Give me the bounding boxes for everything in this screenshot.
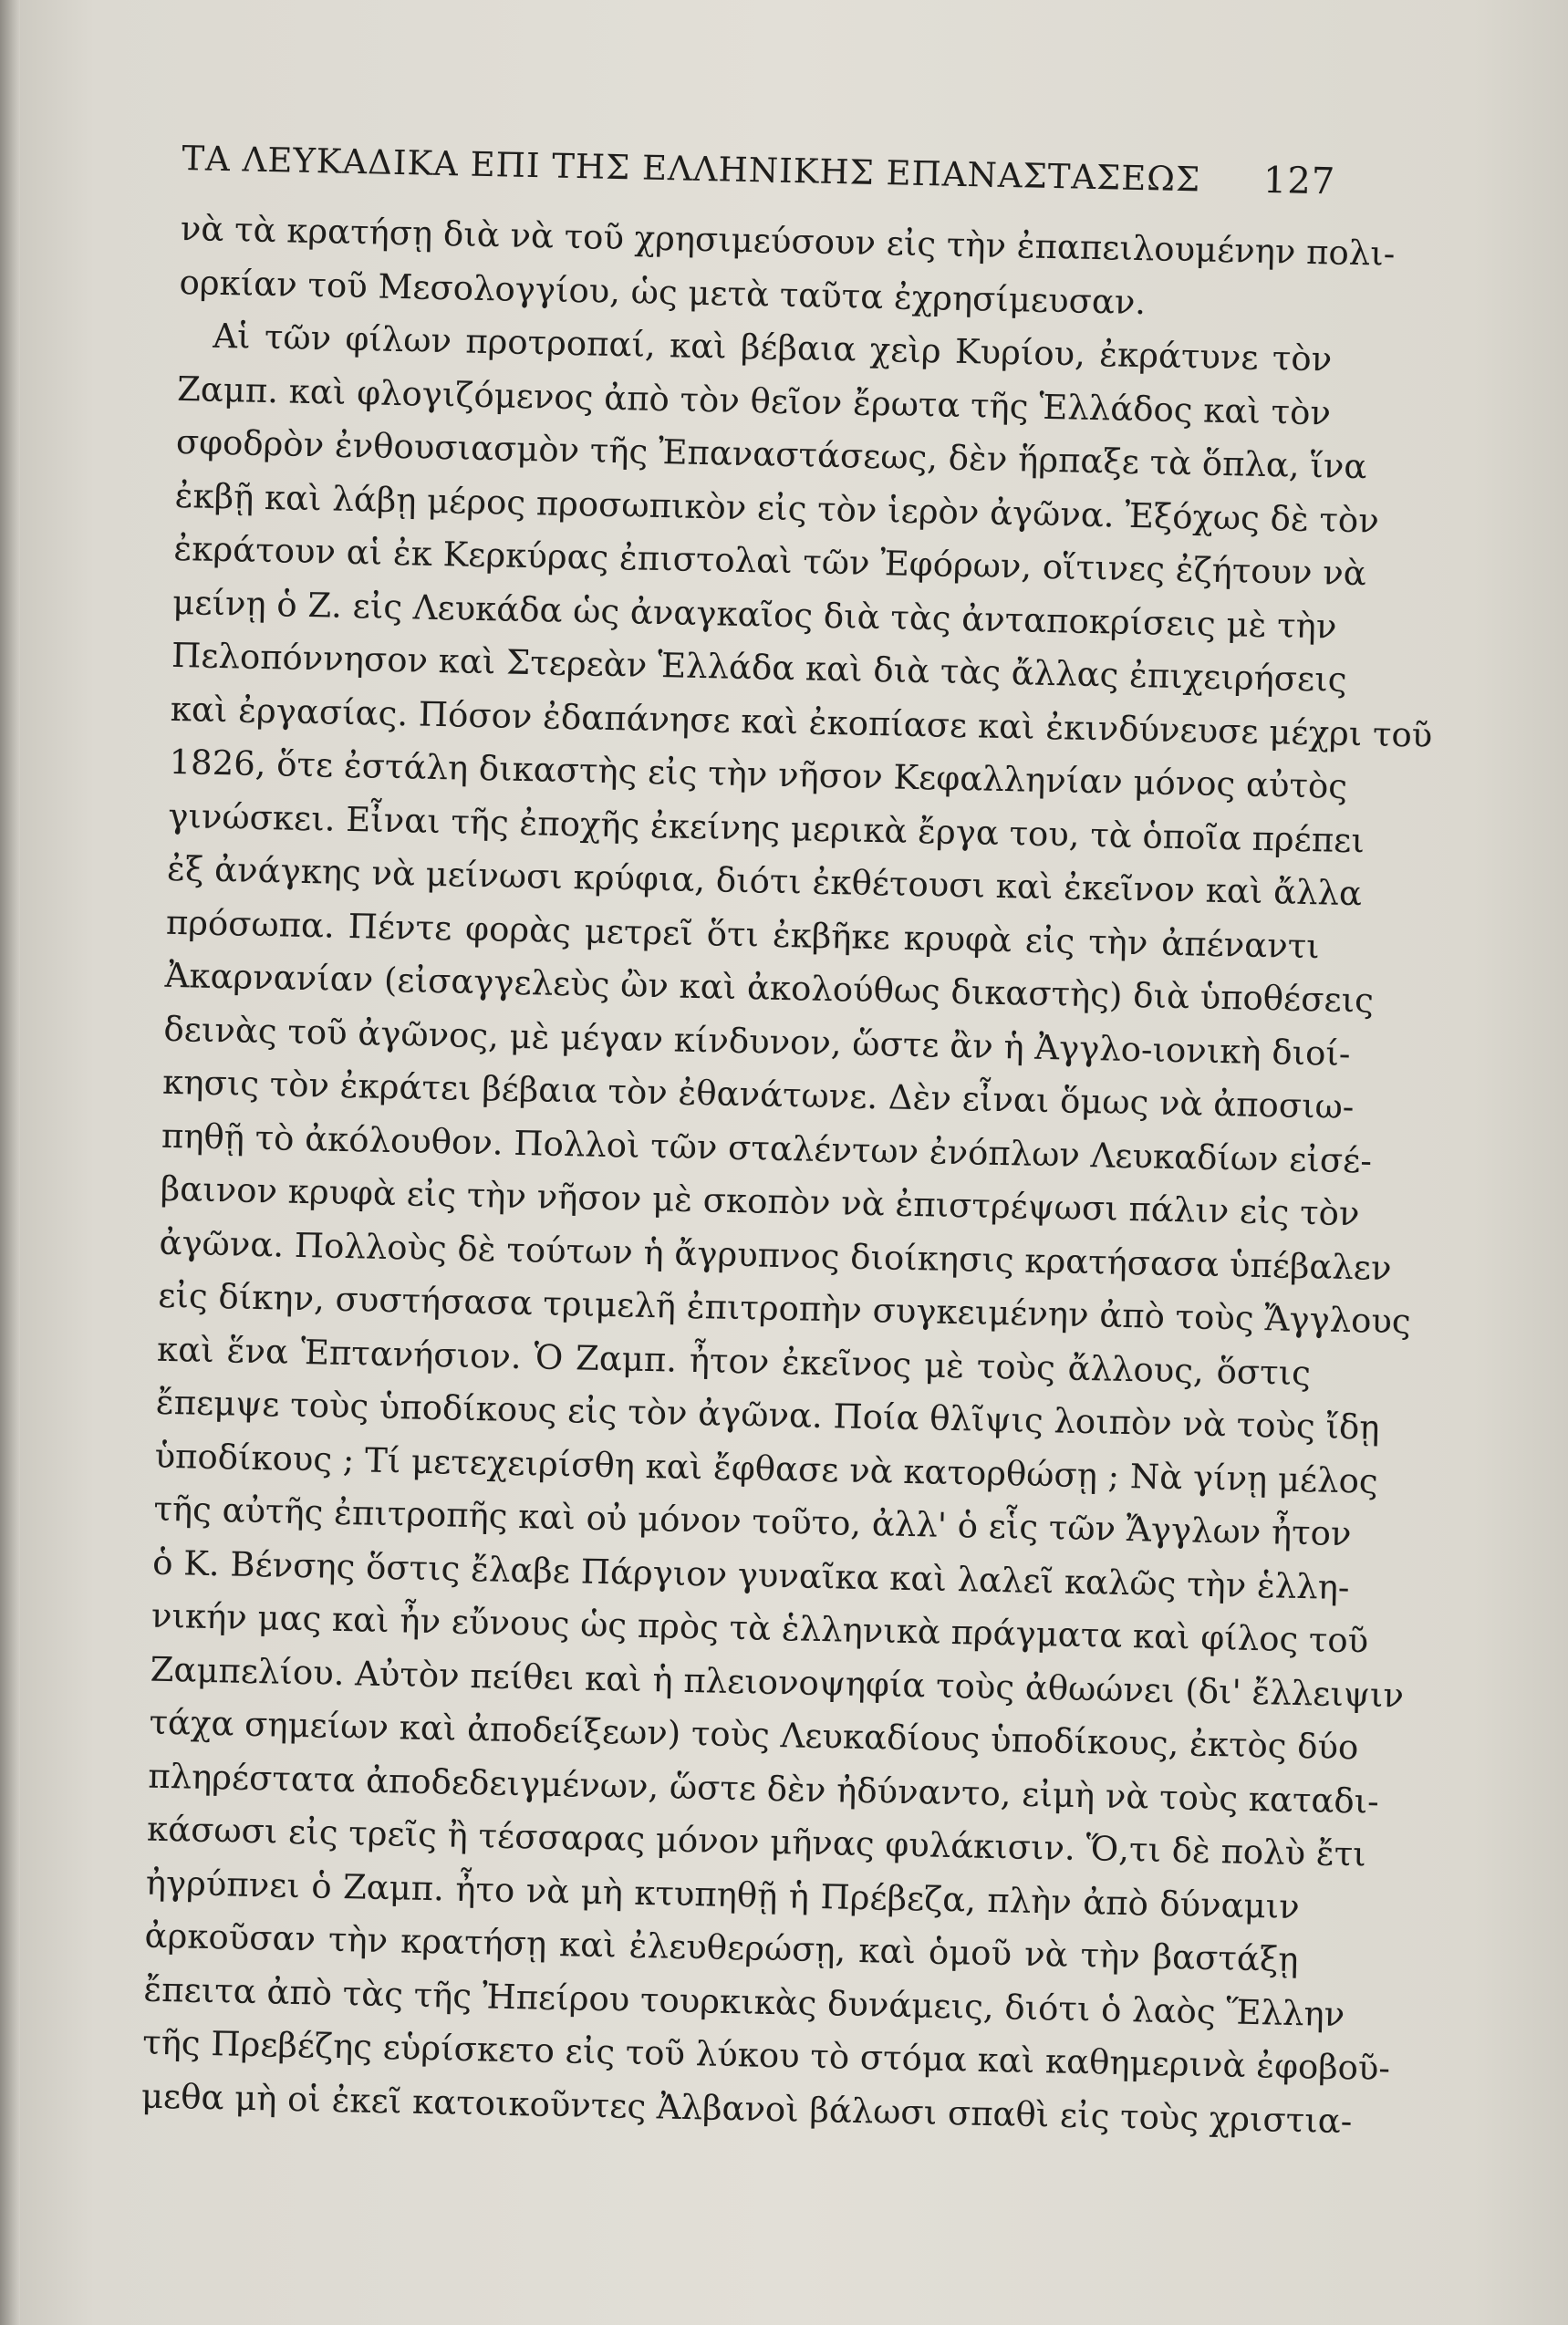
text-line: σφοδρὸν ἐνθουσιασμὸν τῆς Ἐπαναστάσεως, δὲν ἥρπαξε τὰ ὅπλα, ἵνα	[175, 421, 1367, 487]
page-gutter-shadow	[0, 0, 20, 2325]
text-line: γινώσκει. Εἶναι τῆς ἐποχῆς ἐκείνης μερικὰ ἔργα του, τὰ ὁποῖα πρέπει	[167, 795, 1366, 860]
text-line: Αἱ τῶν φίλων προτροπαί, καὶ βέβαια χεὶρ Κυρίου, ἐκράτυνε τὸν	[212, 316, 1333, 379]
text-line: Ἀκαρνανίαν (εἰσαγγελεὺς ὢν καὶ ἀκολούθως δικαστὴς) διὰ ὑποθέσεις	[164, 955, 1375, 1021]
text-line: βαινον κρυφὰ εἰς τὴν νῆσον μὲ σκοπὸν νὰ ἐπιστρέψωσι πάλιν εἰς τὸν	[160, 1168, 1360, 1234]
text-block	[140, 137, 1433, 2147]
text-line: μεθα μὴ οἱ ἐκεῖ κατοικοῦντες Ἀλβανοὶ βάλωσι σπαθὶ εἰς τοὺς χριστια-	[140, 2076, 1353, 2141]
text-line: κησις τὸν ἐκράτει βέβαια τὸν ἐθανάτωνε. Δὲν εἶναι ὅμως νὰ ἀποσιω-	[161, 1062, 1355, 1127]
text-line: δεινὰς τοῦ ἀγῶνος, μὲ μέγαν κίνδυνον, ὥστε ἂν ἡ Ἀγγλο-ιονικὴ διοί-	[163, 1009, 1351, 1074]
text-line: καὶ ἕνα Ἑπτανήσιον. Ὁ Ζαμπ. ἦτον ἐκεῖνος μὲ τοὺς ἄλλους, ὅστις	[156, 1329, 1312, 1393]
text-line: Ζαμπελίου. Αὐτὸν πείθει καὶ ἡ πλειονοψηφία τοὺς ἀθωώνει (δι' ἔλλειψιν	[150, 1649, 1405, 1715]
text-line: πρόσωπα. Πέντε φορὰς μετρεῖ ὅτι ἐκβῆκε κρυφὰ εἰς τὴν ἀπέναντι	[165, 902, 1321, 966]
text-line: ορκίαν τοῦ Μεσολογγίου, ὡς μετὰ ταῦτα ἐχρησίμευσαν.	[179, 262, 1147, 322]
text-line: ἀρκοῦσαν τὴν κρατήσῃ καὶ ἐλευθερώσῃ, καὶ ὁμοῦ νὰ τὴν βαστάξῃ	[144, 1915, 1299, 1980]
body-text	[140, 202, 1433, 2147]
text-line: τῆς Πρεβέζης εὑρίσκετο εἰς τοῦ λύκου τὸ στόμα καὶ καθημερινὰ ἐφοβοῦ-	[141, 2022, 1391, 2089]
text-line: εἰς δίκην, συστήσασα τριμελῆ ἐπιτροπὴν συγκειμένην ἀπὸ τοὺς Ἄγγλους	[157, 1275, 1412, 1342]
running-head-title: ΤΑ ΛΕΥΚΑΔΙΚΑ ΕΠΙ ΤΗΣ ΕΛΛΗΝΙΚΗΣ ΕΠΑΝΑΣΤΑΣΕΩΣ	[182, 138, 1201, 200]
text-line: ἀγῶνα. Πολλοὺς δὲ τούτων ἡ ἄγρυπνος διοίκησις κρατήσασα ὑπέβαλεν	[159, 1222, 1392, 1288]
text-line: ἐξ ἀνάγκης νὰ μείνωσι κρύφια, διότι ἐκθέτουσι καὶ ἐκεῖνον καὶ ἄλλα	[166, 848, 1363, 914]
text-line: νὰ τὰ κρατήσῃ διὰ νὰ τοῦ χρησιμεύσουν εἰς τὴν ἐπαπειλουμένην πολι-	[180, 208, 1396, 274]
text-line: ὑποδίκους ; Τί μετεχειρίσθη καὶ ἔφθασε νὰ κατορθώσῃ ; Νὰ γίνῃ μέλος	[154, 1436, 1379, 1501]
text-line: ἔπειτα ἀπὸ τὰς τῆς Ἠπείρου τουρκικὰς δυνάμεις, διότι ὁ λαὸς Ἕλλην	[143, 1969, 1345, 2034]
text-line: Ζαμπ. καὶ φλογιζόμενος ἀπὸ τὸν θεῖον ἔρωτα τῆς Ἑλλάδος καὶ τὸν	[176, 368, 1332, 432]
page-number: 127	[1262, 159, 1336, 203]
text-line: πηθῇ τὸ ἀκόλουθον. Πολλοὶ τῶν σταλέντων ἐνόπλων Λευκαδίων εἰσέ-	[161, 1116, 1373, 1181]
text-line: νικήν μας καὶ ἦν εὔνους ὡς πρὸς τὰ ἑλληνικὰ πράγματα καὶ φίλος τοῦ	[151, 1595, 1369, 1661]
text-line: ἐκράτουν αἱ ἐκ Κερκύρας ἐπιστολαὶ τῶν Ἐφόρων, οἵτινες ἐζήτουν νὰ	[173, 528, 1367, 594]
text-line: μείνῃ ὁ Ζ. εἰς Λευκάδα ὡς ἀναγκαῖος διὰ τὰς ἀνταποκρίσεις μὲ τὴν	[171, 582, 1337, 647]
text-line: τάχα σημείων καὶ ἀποδείξεων) τοὺς Λευκαδίους ὑποδίκους, ἐκτὸς δύο	[149, 1702, 1359, 1768]
text-line: ἔπεμψε τοὺς ὑποδίκους εἰς τὸν ἀγῶνα. Ποία θλῖψις λοιπὸν νὰ τοὺς ἴδῃ	[155, 1382, 1380, 1448]
text-line: ἠγρύπνει ὁ Ζαμπ. ἦτο νὰ μὴ κτυπηθῇ ἡ Πρέβεζα, πλὴν ἀπὸ δύναμιν	[145, 1863, 1301, 1926]
text-line: τῆς αὐτῆς ἐπιτροπῆς καὶ οὐ μόνον τοῦτο, ἀλλ' ὁ εἷς τῶν Ἄγγλων ἦτον	[153, 1489, 1352, 1554]
text-line: ἐκβῇ καὶ λάβῃ μέρος προσωπικὸν εἰς τὸν ἱερὸν ἀγῶνα. Ἐξόχως δὲ τὸν	[174, 475, 1380, 541]
text-line: πληρέστατα ἀποδεδειγμένων, ὥστε δὲν ἠδύναντο, εἰμὴ νὰ τοὺς καταδι-	[147, 1756, 1380, 1822]
text-line: κάσωσι εἰς τρεῖς ἢ τέσσαρας μόνον μῆνας φυλάκισιν. Ὅ,τι δὲ πολὺ ἔτι	[146, 1809, 1367, 1874]
text-line: 1826, ὅτε ἐστάλη δικαστὴς εἰς τὴν νῆσον Κεφαλληνίαν μόνος αὐτὸς	[169, 742, 1348, 806]
running-head	[182, 137, 1336, 202]
text-line: καὶ ἐργασίας. Πόσον ἐδαπάνησε καὶ ἐκοπίασε καὶ ἐκινδύνευσε μέχρι τοῦ	[170, 689, 1433, 755]
text-line: ὁ Κ. Βένσης ὅστις ἔλαβε Πάργιον γυναῖκα καὶ λαλεῖ καλῶς τὴν ἑλλη-	[151, 1542, 1350, 1607]
text-line: Πελοπόννησον καὶ Στερεὰν Ἑλλάδα καὶ διὰ τὰς ἄλλας ἐπιχειρήσεις	[171, 635, 1347, 700]
